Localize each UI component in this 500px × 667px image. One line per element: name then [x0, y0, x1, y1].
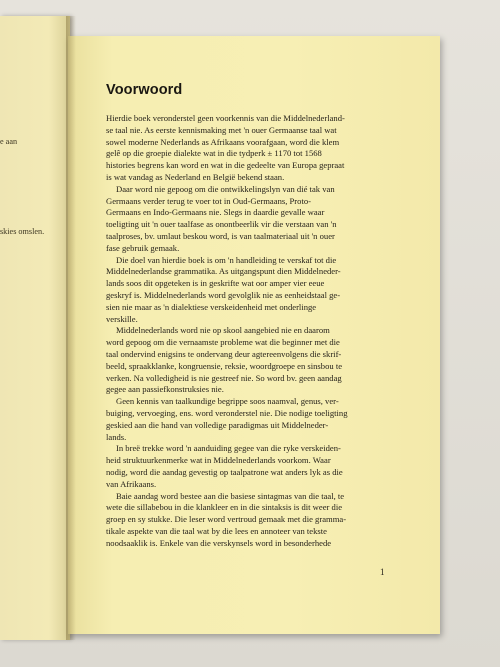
text-line: Germaans en Indo-Germaans nie. Slegs in daardie gevalle waar [106, 207, 325, 218]
left-page-fragment: skies omslen. [0, 227, 45, 236]
text-line: Daar word nie gepoog om die ontwikkelingslyn van dié tak van [116, 183, 335, 194]
paragraph [106, 325, 389, 396]
text-line: lands. [106, 431, 127, 442]
text-line: van Afrikaans. [106, 478, 157, 489]
text-line: is wat vandag as Nederland en België bekend staan. [106, 171, 285, 182]
left-page-fragment: e aan [0, 137, 18, 146]
text-line: buiging, vervoeging, ens. word veronderstel nie. Die nodige toeligting [106, 407, 348, 418]
left-page [0, 16, 70, 640]
text-line: Die doel van hierdie boek is om 'n handleiding te verskaf tot die [116, 254, 337, 265]
text-line: heid struktuurkenmerke wat in Middelnederlands voorkom. Waar [106, 455, 331, 466]
text-line: Baie aandag word bestee aan die basiese sintagmas van die taal, te [116, 490, 345, 501]
text-line: tikale aspekte van die taal wat by die lees en annoteer van tekste [106, 525, 327, 536]
text-line: nodig, word die aandag gevestig op taalpatrone wat anders lyk as die [106, 466, 343, 477]
paragraph [106, 491, 389, 550]
paragraph [106, 443, 389, 490]
book-gutter [66, 16, 76, 640]
body-text [106, 113, 389, 549]
paragraph [106, 396, 389, 443]
text-line: Middelnederlands word nie op skool aangebied nie en daarom [116, 325, 330, 336]
paragraph [106, 255, 389, 326]
text-line: verken. Na volledigheid is nie gestreef nie. So word bv. geen aandag [106, 372, 342, 383]
text-line: geskied aan die hand van volledige paradigmas uit Middelneder- [106, 419, 329, 430]
text-line: Hierdie boek veronderstel geen voorkennis van die Middelnederland- [106, 113, 345, 123]
text-line: word gepoog om die vernaamste probleme wat die beginner met die [106, 337, 340, 348]
text-line: wete die sillabebou in die klankleer en in die sintaksis is dit weer die [106, 502, 343, 513]
text-line: geskryf is. Middelnederlands word gevolglik nie as eenheidstaal ge- [106, 289, 341, 300]
text-line: Geen kennis van taalkundige begrippe soos naamval, genus, ver- [116, 396, 339, 407]
text-line: fase gebruik gemaak. [106, 242, 180, 253]
text-line: taal ondervind enigsins te ondervang deur agtereenvolgens die skrif- [106, 348, 342, 359]
text-line: taalproses, bv. umlaut beskou word, is van taalmateriaal uit 'n ouer [106, 230, 335, 241]
text-line: Middelnederlandse grammatika. As uitgangspunt dien Middelneder- [106, 266, 341, 277]
text-line: histories begrens kan word en wat in die gedeelte van Europa gepraat [106, 160, 345, 171]
text-line: groep en sy stukke. Die leser word vertroud gemaak met die gramma- [106, 514, 347, 525]
text-line: gegee aan passiefkonstruksies nie. [106, 384, 224, 395]
text-line: sien nie maar as 'n dialektiese verskeidenheid met onderlinge [106, 301, 317, 312]
text-line: lands soos dit opgeteken is in geskrifte wat oor amper vier eeue [106, 278, 325, 289]
text-line: noodsaaklik is. Enkele van die verskynsels word in besonderhede [106, 537, 332, 548]
page-number: 1 [380, 567, 385, 577]
text-line: toeligting uit 'n ouer taalfase as onontbeerlik vir die verstaan van 'n [106, 219, 337, 230]
paragraph [106, 113, 389, 184]
text-line: verskille. [106, 313, 138, 324]
text-line: In breë trekke word 'n aanduiding gegee van die ryke verskeiden- [116, 443, 341, 454]
text-line: beeld, spraakklanke, kongruensie, reksie, woordgroepe en sinsbou te [106, 360, 343, 371]
paragraph [106, 184, 389, 255]
text-line: sowel moderne Nederlands as Afrikaans voorafgaan, word die klem [106, 136, 340, 147]
text-line: se taal nie. As eerste kennismaking met 'n ouer Germaanse taal wat [106, 124, 337, 135]
text-line: gelê op die groepie dialekte wat in die tydperk ± 1170 tot 1568 [106, 148, 322, 159]
page-title: Voorwoord [106, 82, 183, 98]
text-line: Germaans verder terug te voer tot in Oud-Germaans, Proto- [106, 195, 311, 206]
